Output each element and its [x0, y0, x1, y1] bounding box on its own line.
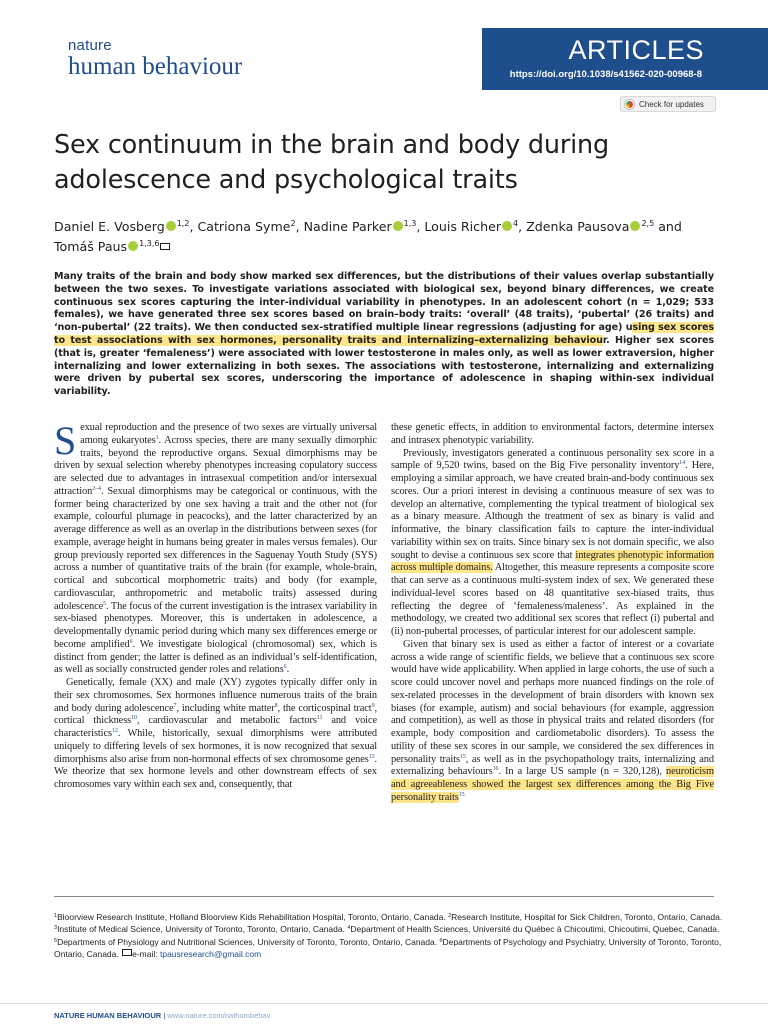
reference[interactable]: 8 [274, 702, 278, 709]
author-affiliation: 1,2 [176, 219, 190, 228]
article-type: ARTICLES [568, 35, 704, 65]
author-name[interactable]: Nadine Parker [303, 219, 392, 234]
author-affiliation: 2,5 [641, 219, 655, 228]
abstract-text: Many traits of the brain and body show marked sex differences, but the distributions of their values overlap substantially between the two sexes. To investigate variations associated with biological sex, beyond binary differences, we create continuous sex scores capturing the inter-individual variability in phenotypes. In an adolescent cohort (n = 1,029; 533 females), we have generated three sex scores based on brain–body traits: ‘overall’ (48 traits), ‘pubertal’ (26 traits) and ‘non-pubertal’ (22 traits). We then conducted sex-stratified multiple linear regressions (adjusting for age) u [54, 271, 714, 334]
affiliation: Departments of Psychology and Psychiatry, University of Toronto, Toronto, Ontario, Canada. [54, 936, 722, 960]
orcid-icon[interactable] [502, 221, 512, 231]
journal-logo-line2: human behaviour [68, 53, 243, 80]
email-label: e-mail: [132, 949, 160, 960]
reference[interactable]: 16 [492, 766, 499, 773]
author-affiliation: 4 [513, 219, 519, 228]
journal-logo-line1: nature [68, 37, 112, 54]
body-column-left [54, 418, 378, 792]
reference[interactable]: 6 [283, 664, 287, 671]
author-name[interactable]: Catriona Syme [197, 219, 291, 234]
reference[interactable]: 15 [458, 791, 465, 798]
abstract-highlight[interactable]: sing sex scores to test associations with sex hormones, personality traits and internalizing–externalizing behaviou [54, 322, 714, 346]
affiliation: Department of Health Sciences, Université du Québec à Chicoutimi, Chicoutimi, Quebec, Canada. [350, 924, 720, 935]
orcid-icon[interactable] [393, 221, 403, 231]
check-for-updates-button[interactable] [620, 96, 716, 112]
paragraph: Previously, investigators generated a continuous personality sex score in a sample of 9,520 twins, based on the Big Five personality inventory$^{14}$. Here, employing a similar approach, we have created brain-and-body continuous sex scores. Our a priori interest in devising a continuous measure of sex was to develop an alternative, complementing the typical treatment of biological sex as a binary measure. Although the treatment of sex as binary is valid and informative, the binary classification fails to capture the inter-individual variability within sex on traits. Since binary sex is not domain specific, we also sought to devise a continuous sex score that integrates phenotypic information across multiple domains. Altogether, this measure represents a composite score that can serve as a continuous multi-system index of sex. We generated these individual-level scores based on 48 quantitative sex-biased traits, thus reflecting the degree of ‘femaleness/maleness’. As explained in the methodology, we created two additional sex scores that reflect (i) pubertal and (ii) non-pubertal processes, of particular interest for our adolescent sample. [391, 447, 715, 637]
orcid-icon[interactable] [128, 241, 138, 251]
abstract [54, 271, 714, 399]
footer-url-link[interactable]: www.nature.com/nathumbehav [167, 1011, 271, 1020]
affiliation: Research Institute, Hospital for Sick Children, Toronto, Ontario, Canada. [451, 912, 723, 922]
email-link[interactable]: tpausresearch@gmail.com [159, 949, 262, 960]
abstract-text: r. Higher sex scores (that is, greater ‘femaleness’) were associated with lower testosterone in males only, as well as lower extraversion, higher internalizing and lower externalizing in both sexes. The associations with testosterone, internalizing and externalizing were driven by pubertal sex scores, underscoring the importance of adolescence in shaping within-sex individual variability. [54, 334, 715, 398]
affiliations: $^1$Bloorview Research Institute, Holland Bloorview Kids Rehabilitation Hospital, Toronto, Ontario, Canada. $^2$Research Institute, Hospital for Sick Children, Toronto, Ontario, Canada. $^3$Institute of Medical Science, University of Toronto, Toronto, Ontario, Canada. $^4$Department of Health Sciences, Université du Québec à Chicoutimi, Chicoutimi, Quebec, Canada. $^5$Departments of Physiology and Nutritional Sciences, University of Toronto, Toronto, Ontario, Canada. $^6$Departments of Psychology and Psychiatry, University of Toronto, Toronto, Ontario, Canada. e-mail: tpausresearch@gmail.com [54, 912, 723, 960]
page-footer [54, 1011, 270, 1020]
author-name[interactable]: Daniel E. Vosberg [54, 219, 165, 234]
author-name[interactable]: Louis Richer [424, 219, 502, 234]
authors-and: and [658, 219, 682, 234]
envelope-icon [122, 949, 132, 956]
paragraph: these genetic effects, in addition to environmental factors, determine intersex and intrasex phenotypic variability. [391, 422, 714, 446]
affiliation: Institute of Medical Science, University of Toronto, Toronto, Ontario, Canada. [57, 924, 348, 935]
text-highlight[interactable]: neuroticism and agreeableness showed the largest sex differences among the Big Five personality traits [391, 766, 714, 803]
affiliation: Departments of Physiology and Nutritional Sciences, University of Toronto, Toronto, Ontario, Canada. [57, 936, 440, 947]
title-line-1: Sex continuum in the brain and body during [54, 130, 609, 160]
reference[interactable]: 1 [155, 434, 159, 441]
orcid-icon[interactable] [166, 221, 176, 231]
text-highlight[interactable]: integrates phenotypic information across multiple domains. [391, 549, 714, 574]
footer-separator: | [161, 1011, 168, 1020]
orcid-icon[interactable] [630, 221, 640, 231]
doi-link[interactable]: https://doi.org/10.1038/s41562-020-00968-8 [509, 69, 702, 80]
author-affiliation: 1,3,6 [139, 239, 160, 248]
author-affiliation: 2 [290, 219, 296, 228]
footer-divider [0, 1003, 768, 1004]
reference[interactable]: 12 [111, 728, 118, 734]
reference[interactable]: 9 [371, 702, 375, 709]
reference[interactable]: 5 [103, 600, 106, 607]
check-for-updates-label: Check for updates [639, 99, 704, 109]
reference[interactable]: 10 [131, 715, 137, 722]
reference[interactable]: 14 [679, 460, 686, 467]
footnote-divider [54, 896, 714, 897]
author-name[interactable]: Tomáš Paus [54, 239, 128, 254]
paragraph: Sexual reproduction and the presence of two sexes are virtually universal among eukaryotes$^1$. Across species, there are many sexually dimorphic traits, beyond the reproductive organs. Sexual dimorphisms may be driven by sexual selection whereby phenotypes increasing copulatory success are selected due to advantages in intrasexual competition and/or intersexual attraction$^{2-4}$. Sexual dimorphisms may be categorical or continuous, with the former being characterized by one sex having a trait and the other not (for example, colourful plumage in peacocks), and the latter characterized by an average difference as well as an overlap in the distributions between sexes (for example, average height in humans being greater in males versus females). Our group previously reported sex differences in the Saguenay Youth Study (SYS) across a number of quantitative traits of the brain (for example, whole-brain, cortical and subcortical morphometric traits) and body (for example, cardiovascular, anthropometric and metabolic traits) assessed during adolescence$^5$. The focus of the current investigation is the intrasex variability in sex-biased phenotypes. Moreover, this is undertaken in adolescence, a developmentally dynamic period during which many sex differences emerge or become amplified$^6$. We investigate biological (chromosomal) sex, which is distinct from gender; the latter is defined as an individual’s self-identification, as well as socially constructed gender roles and relations$^6$. [54, 418, 378, 676]
journal-logo[interactable] [68, 38, 242, 80]
affiliation: Bloorview Research Institute, Holland Bloorview Kids Rehabilitation Hospital, Toronto, Ontario, Canada. [57, 912, 449, 922]
reference[interactable]: 7 [173, 702, 177, 709]
author-affiliation: 1,3 [403, 219, 417, 228]
footer-journal: NATURE HUMAN BEHAVIOUR [54, 1011, 162, 1020]
body-column-right [391, 422, 714, 805]
envelope-icon[interactable] [160, 243, 170, 250]
article-banner [482, 28, 768, 90]
reference[interactable]: 2–4 [92, 485, 101, 492]
title-line-2: adolescence and psychological traits [54, 165, 518, 195]
author-name[interactable]: Zdenka Pausova [526, 219, 630, 234]
reference[interactable]: 6 [129, 638, 133, 645]
author-list: Daniel E. Vosberg $^{1,2}$, Catriona Syme$^2$, Nadine Parker $^{1,3}$, Louis Richer $^4$, Zdenka Pausova $^{2,5}$ and Tomáš Paus $^{1,3,6}$ [54, 219, 682, 254]
drop-cap: S [54, 418, 77, 463]
article-title [54, 128, 714, 198]
reference[interactable]: 11 [316, 715, 323, 722]
reference[interactable]: 13 [368, 753, 375, 760]
crossmark-icon [625, 100, 634, 109]
paragraph: Genetically, female (XX) and male (XY) zygotes typically differ only in their sex chromosomes. Sex hormones influence numerous traits of the brain and body during adolescence$^7$, including white matter$^8$, the corticospinal tract$^9$, cortical thickness$^{10}$, cardiovascular and metabolic factors$^{11}$ and voice characteristics$^{12}$. While, historically, sexual dimorphisms were attributed uniquely to differing levels of sex hormones, it is now recognized that sexual dimorphisms also arise from non-hormonal effects of sex chromosome genes$^{13}$. We theorize that sex hormone levels and other downstream effects of sex chromosomes vary within each sex and, consequently, that [54, 677, 377, 790]
paragraph: Given that binary sex is used as either a factor of interest or a covariate across a wide range of scientific fields, we believe that a continuous sex score would have wide applicability. When applied in large cohorts, the use of such a score could uncover novel and perhaps more nuanced findings on the role of sex-related processes in the development of brain disorders with known sex biases (for example, autism) and social behaviours (for example, aggression and competition), as well as those in physical traits and related disorders (for example, body composition and cardiometabolic disorders). To assess the utility of these sex scores in our sample, we considered the sex differences in personality traits$^{15}$, as well as in the psychopathology traits, internalizing and externalizing behaviours$^{16}$. In a large US sample (n = 320,128), neuroticism and agreeableness showed the largest sex differences among the Big Five personality traits$^{15}$ [391, 638, 714, 803]
reference[interactable]: 15 [459, 753, 466, 760]
